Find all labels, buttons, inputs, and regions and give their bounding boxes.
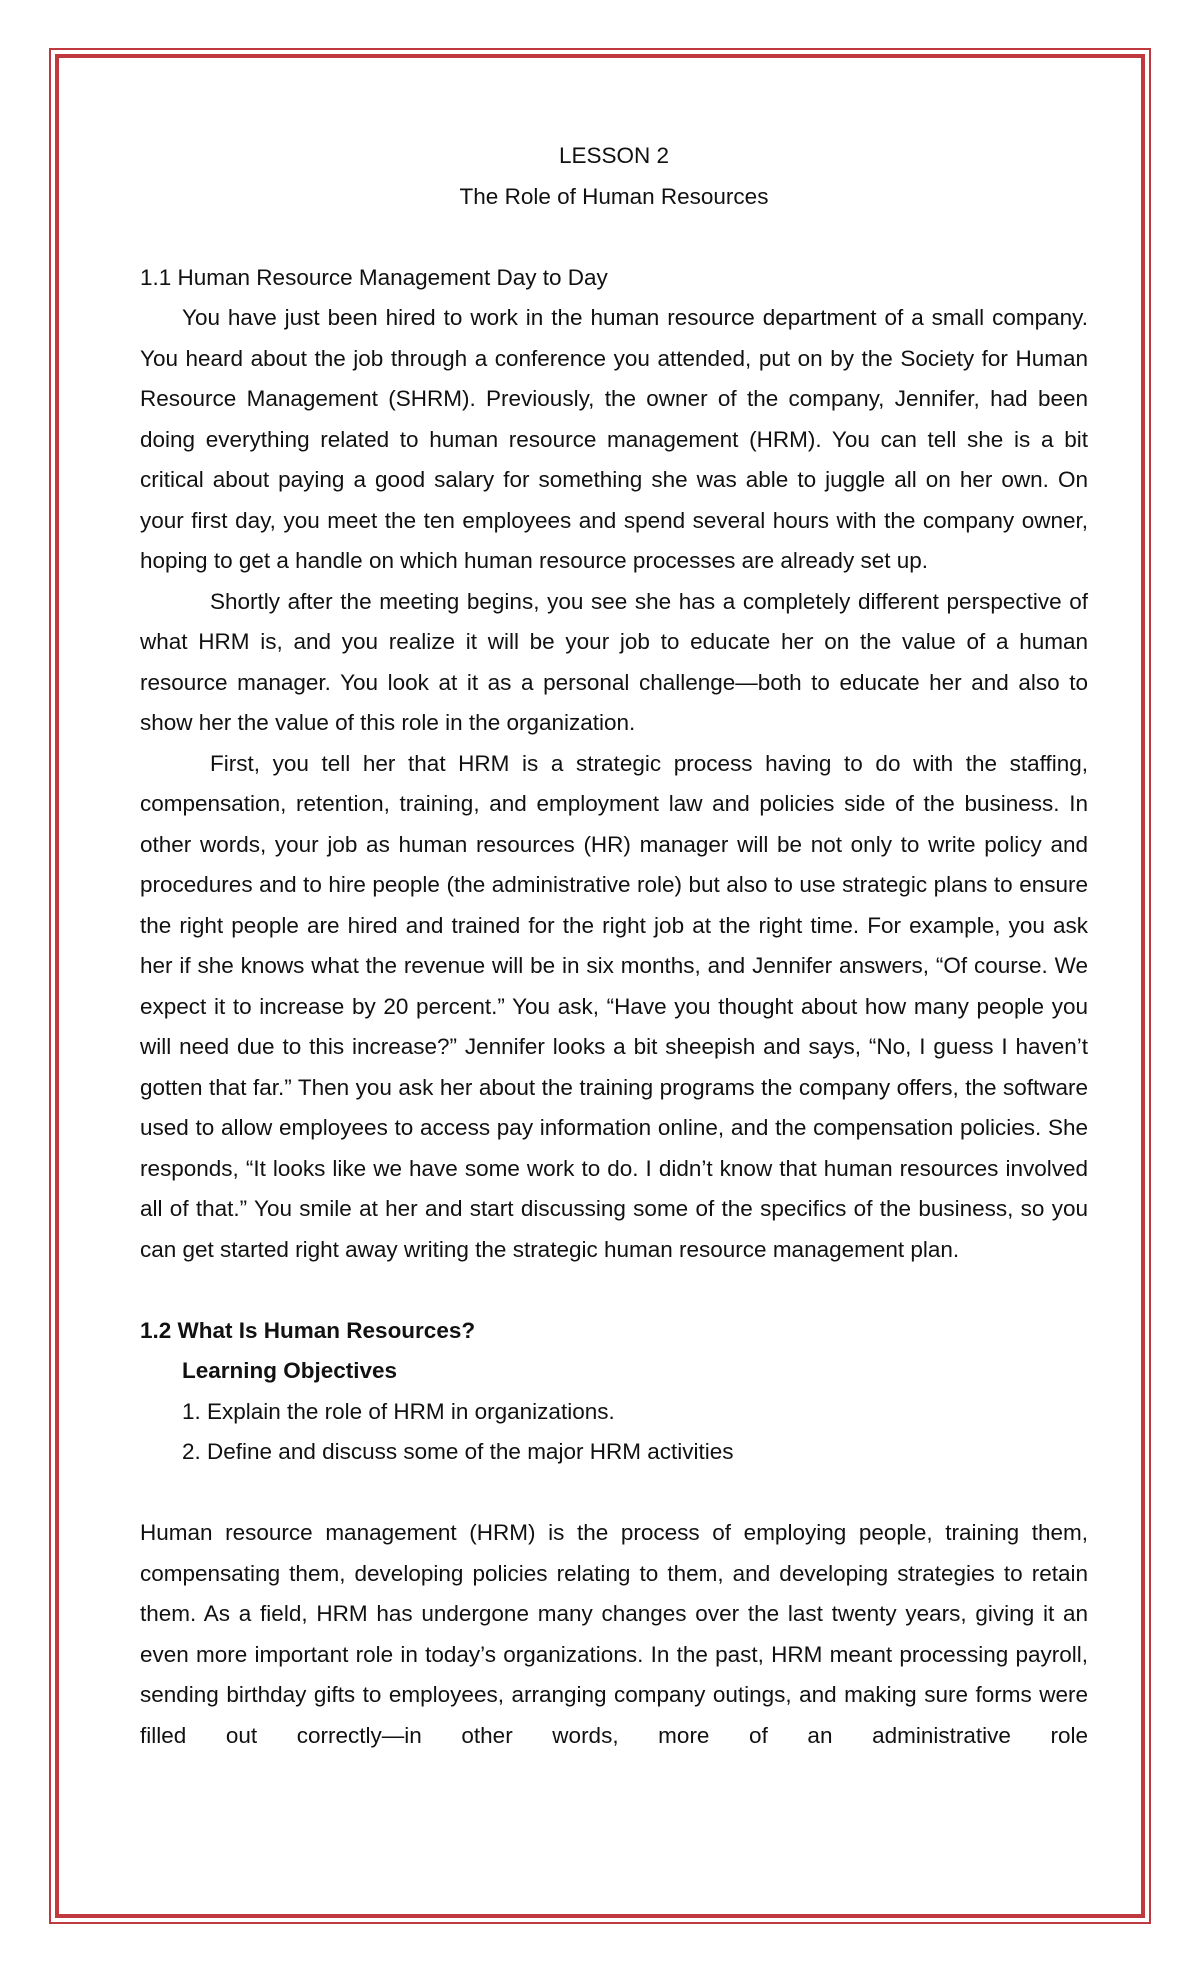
learning-objective-item: 1. Explain the role of HRM in organizations. — [182, 1398, 615, 1424]
lesson-number: LESSON 2 — [558, 143, 670, 168]
lesson-title: The Role of Human Resources — [459, 183, 769, 209]
section-1-heading: 1.1 Human Resource Management Day to Day — [140, 264, 608, 290]
learning-objectives-heading: Learning Objectives — [182, 1358, 398, 1383]
spacer — [140, 1473, 1088, 1514]
section-1-paragraph-3: First, you tell her that HRM is a strategic process having to do with the staffing, compensation, retention, training, and employment law and policies side of the business. In other words, your job as human resources (HR) manager will be not only to write policy and procedures and to hire people (the administrative role) but also to use strategic plans to ensure the right people are hired and trained for the right job at the right time. For example, you ask her if she knows what the revenue will be in six months, and Jennifer answers, “Of course. We expect it to increase by 20 percent.” You ask, “Have you thought about how many people you will need due to this increase?” Jennifer looks a bit sheepish and says, “No, I guess I haven’t gotten that far.” Then you ask her about the training programs the company offers, the software used to allow employees to access pay information online, and the compensation policies. She responds, “It looks like we have some work to do. I didn’t know that human resources involved all of that.” You smile at her and start discussing some of the specifics of the business, so you can get started right away writing the strategic human resource management plan. — [140, 750, 1088, 1262]
section-1-paragraph-2: Shortly after the meeting begins, you see she has a completely different perspective of what HRM is, and you realize it will be your job to educate her on the value of a human resource manager. You look at it as a personal challenge—both to educate her and also to show her the value of this role in the organization. — [140, 588, 1088, 735]
spacer — [140, 1270, 1088, 1311]
section-2-heading: 1.2 What Is Human Resources? — [140, 1317, 476, 1343]
learning-objective-item: 2. Define and discuss some of the major HRM activities — [182, 1439, 734, 1464]
document-body — [140, 136, 1088, 1756]
section-1-paragraph-1: You have just been hired to work in the human resource department of a small company. You heard about the job through a conference you attended, put on by the Society for Human Resource Management (SHRM). Previously, the owner of the company, Jennifer, had been doing everything related to human resource management (HRM). You can tell she is a bit critical about paying a good salary for something she was able to juggle all on her own. On your first day, you meet the ten employees and spend several hours with the company owner, hoping to get a handle on which human resource processes are already set up. — [140, 305, 1088, 573]
spacer — [140, 217, 1088, 258]
section-2-paragraph: Human resource management (HRM) is the process of employing people, training them, compensating them, developing policies relating to them, and developing strategies to retain them. As a field, HRM has undergone many changes over the last twenty years, giving it an even more important role in today’s organizations. In the past, HRM meant processing payroll, sending birthday gifts to employees, arranging company outings, and making sure forms were filled out correctly—in other words, more of an administrative role — [140, 1520, 1088, 1748]
